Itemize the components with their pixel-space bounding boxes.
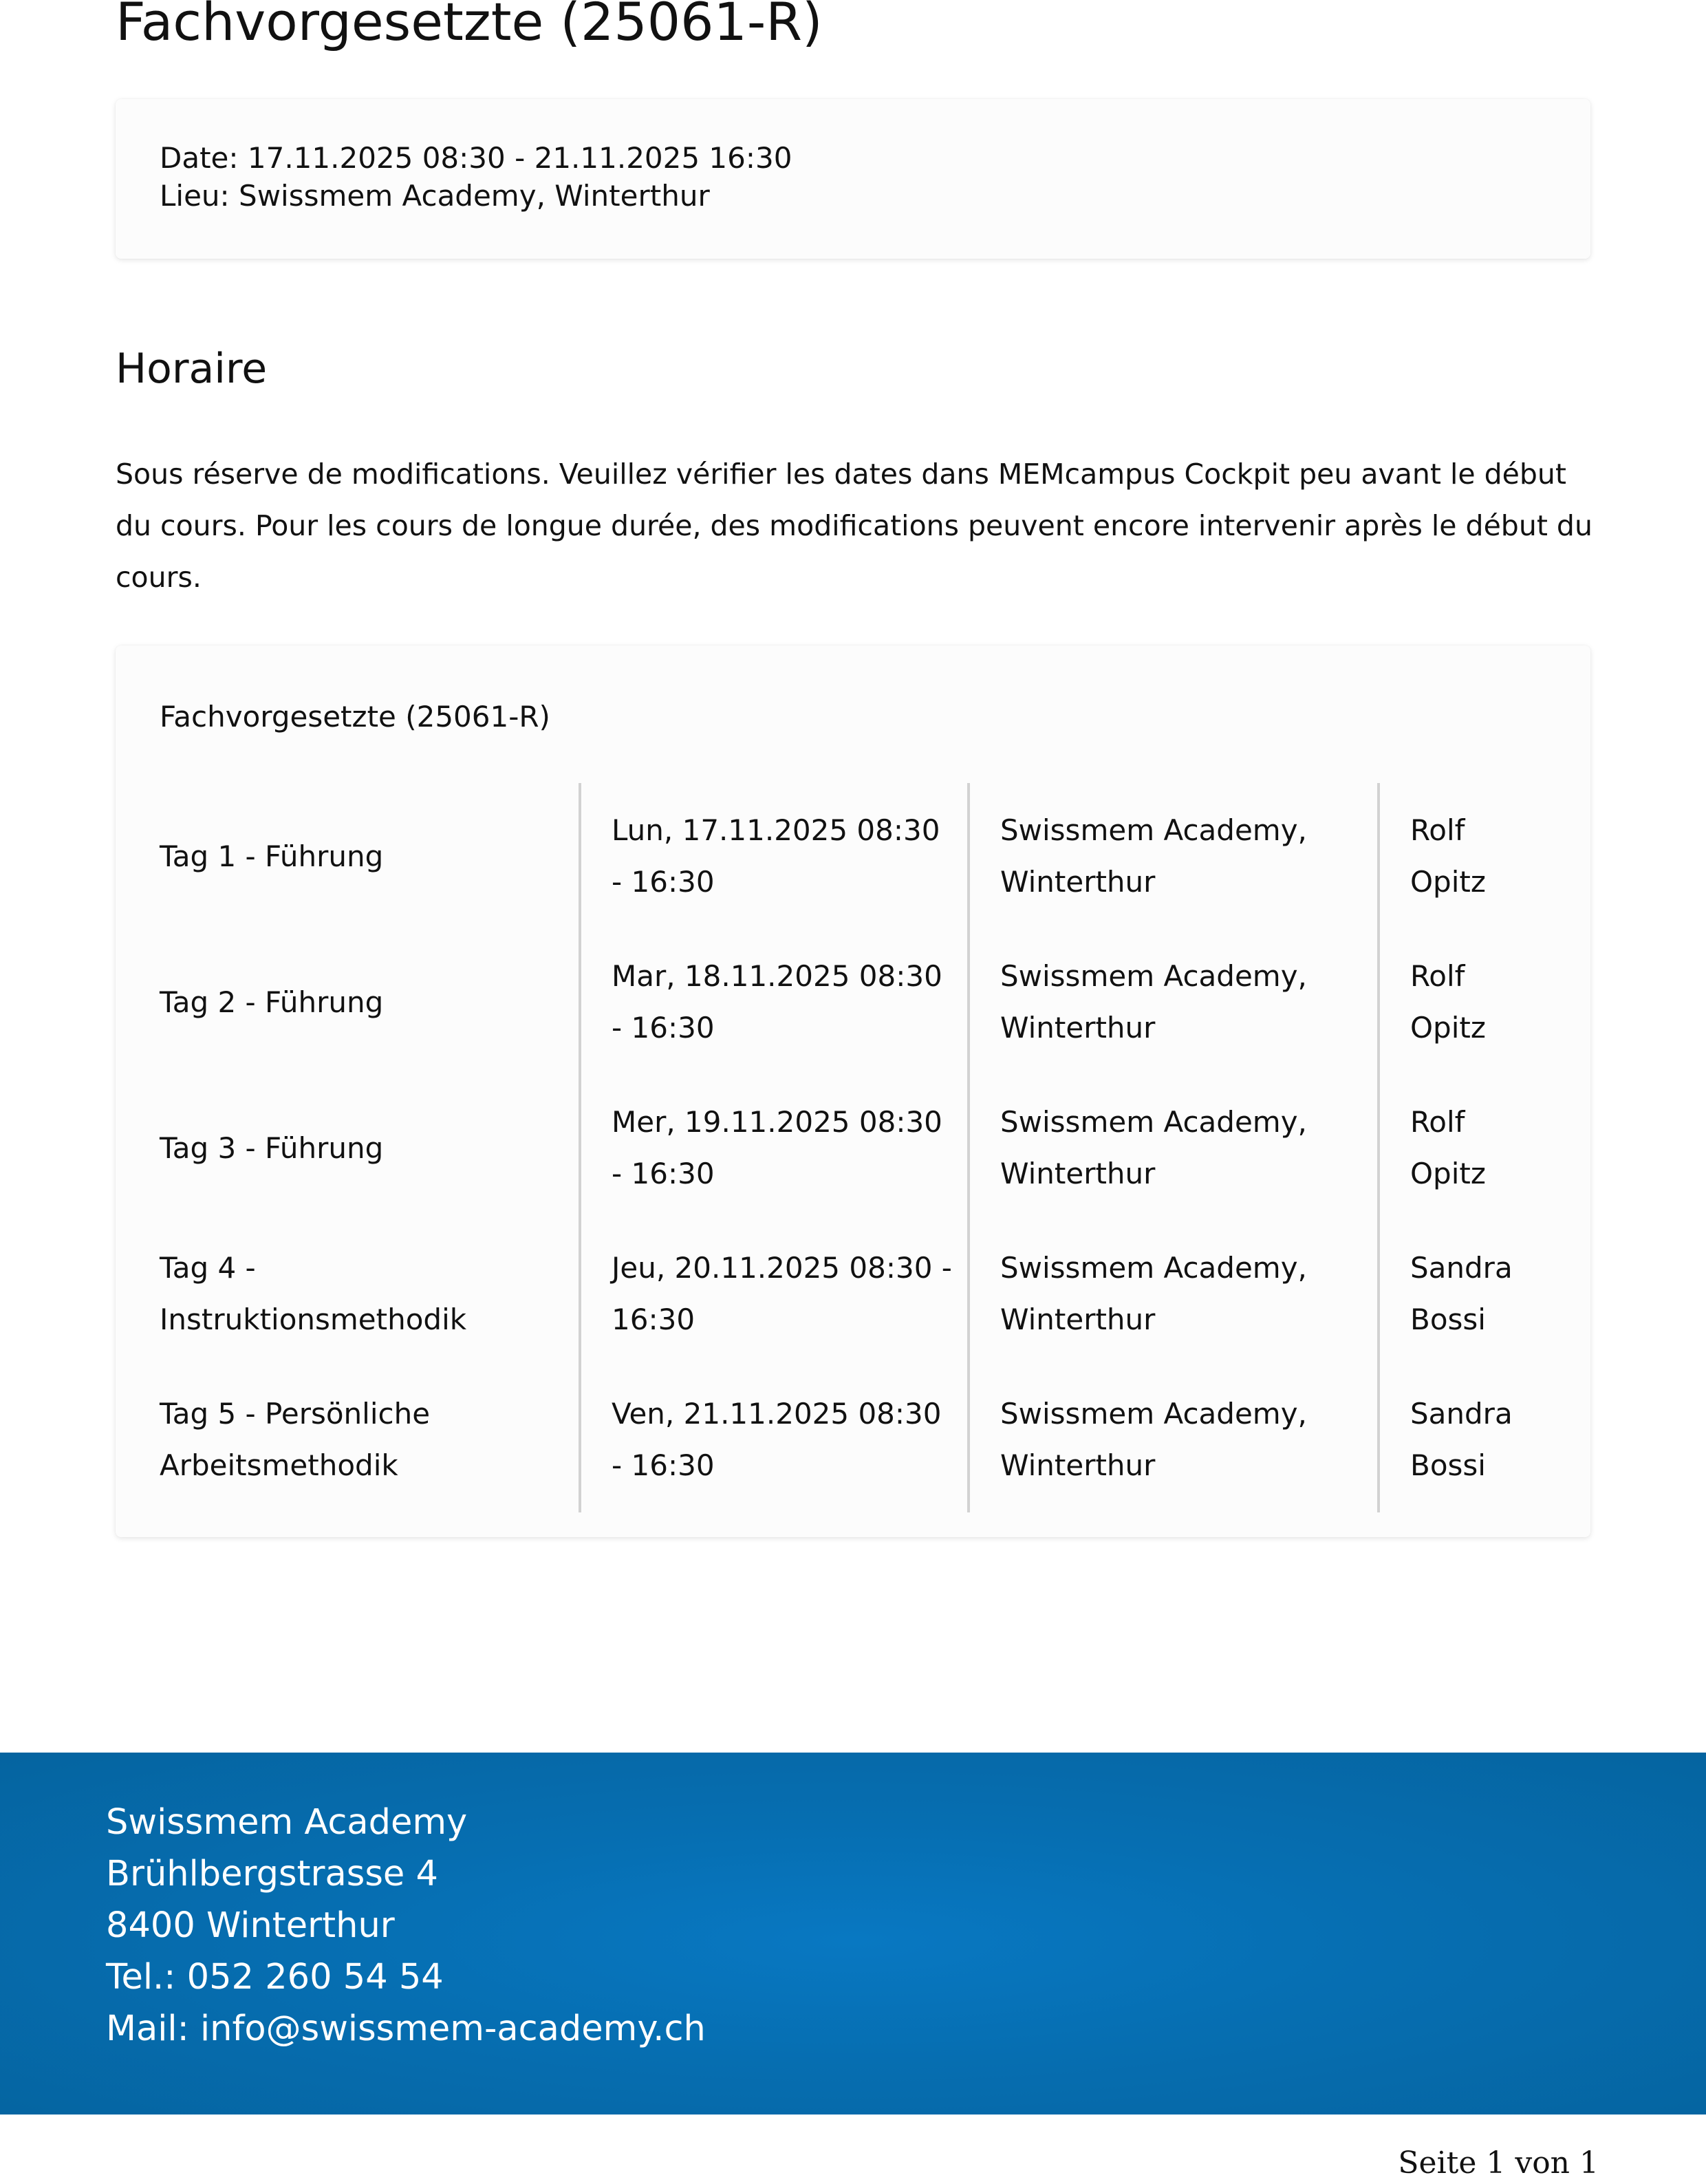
session-trainer: Rolf Opitz bbox=[1377, 929, 1556, 1075]
schedule-row bbox=[160, 1367, 1556, 1512]
schedule-title: Fachvorgesetzte (25061-R) bbox=[160, 700, 550, 734]
footer-street: Brühlbergstrasse 4 bbox=[106, 1854, 438, 1894]
session-location: Swissmem Academy, Winterthur bbox=[967, 1075, 1377, 1221]
schedule-heading: Horaire bbox=[116, 345, 268, 393]
course-info-card bbox=[116, 99, 1590, 259]
session-datetime: Jeu, 20.11.2025 08:30 - 16:30 bbox=[579, 1221, 967, 1367]
session-location: Swissmem Academy, Winterthur bbox=[967, 1367, 1377, 1512]
footer-organization: Swissmem Academy bbox=[106, 1802, 468, 1843]
session-location: Swissmem Academy, Winterthur bbox=[967, 1221, 1377, 1367]
session-trainer: Rolf Opitz bbox=[1377, 1075, 1556, 1221]
session-topic: Tag 4 - Instruktionsmethodik bbox=[160, 1251, 467, 1336]
schedule-row bbox=[160, 1075, 1556, 1221]
footer-email[interactable]: Mail: info@swissmem-academy.ch bbox=[106, 2009, 706, 2049]
session-trainer: Sandra Bossi bbox=[1377, 1367, 1556, 1512]
session-trainer: Sandra Bossi bbox=[1377, 1221, 1556, 1367]
course-date: Date: 17.11.2025 08:30 - 21.11.2025 16:30 bbox=[160, 141, 792, 175]
schedule-card bbox=[116, 645, 1590, 1537]
session-datetime: Ven, 21.11.2025 08:30 - 16:30 bbox=[579, 1367, 967, 1512]
course-location: Lieu: Swissmem Academy, Winterthur bbox=[160, 179, 710, 213]
schedule-row bbox=[160, 783, 1556, 929]
page-number: Seite 1 von 1 bbox=[1398, 2145, 1599, 2181]
schedule-row bbox=[160, 1221, 1556, 1367]
session-topic: Tag 5 - Persönliche Arbeitsmethodik bbox=[160, 1397, 431, 1482]
session-topic: Tag 2 - Führung bbox=[160, 985, 384, 1019]
schedule-notice: Sous réserve de modifications. Veuillez vérifier les dates dans MEMcampus Cockpit peu avant le début du cours. Pour les cours de longue durée, des modifications peuvent encore intervenir après le début du cours. bbox=[116, 458, 1592, 594]
session-location: Swissmem Academy, Winterthur bbox=[967, 929, 1377, 1075]
schedule-row bbox=[160, 929, 1556, 1075]
session-datetime: Mer, 19.11.2025 08:30 - 16:30 bbox=[579, 1075, 967, 1221]
footer-city: 8400 Winterthur bbox=[106, 1905, 395, 1946]
session-location: Swissmem Academy, Winterthur bbox=[967, 783, 1377, 929]
footer-phone: Tel.: 052 260 54 54 bbox=[106, 1957, 444, 1998]
session-datetime: Mar, 18.11.2025 08:30 - 16:30 bbox=[579, 929, 967, 1075]
footer-contact-block bbox=[0, 1753, 1706, 2115]
session-datetime: Lun, 17.11.2025 08:30 - 16:30 bbox=[579, 783, 967, 929]
session-topic: Tag 3 - Führung bbox=[160, 1131, 384, 1165]
session-trainer: Rolf Opitz bbox=[1377, 783, 1556, 929]
session-topic: Tag 1 - Führung bbox=[160, 839, 384, 873]
schedule-table bbox=[160, 783, 1556, 1512]
page-title: Fachvorgesetzte (25061-R) bbox=[116, 0, 823, 52]
